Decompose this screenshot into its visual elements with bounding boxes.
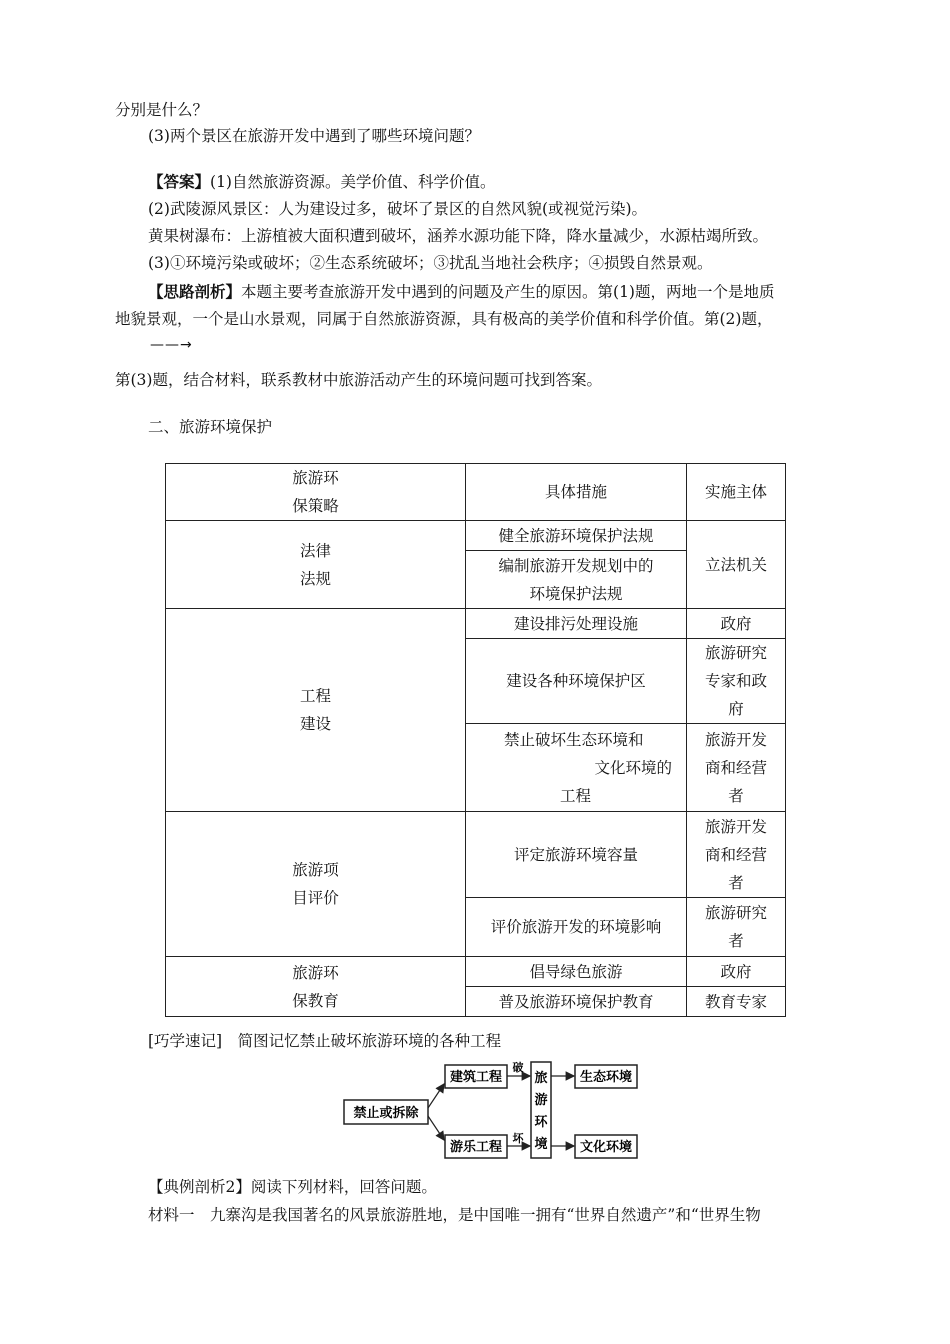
eng-measure-1: 建设排污处理设施 xyxy=(466,609,687,639)
policy-table xyxy=(165,463,786,1017)
edu-measure-2: 普及旅游环境保护教育 xyxy=(466,987,687,1017)
answer-line-3: (3)①环境污染或破坏；②生态系统破坏；③扰乱当地社会秩序；④损毁自然景观。 xyxy=(148,254,713,272)
row-engineering-strategy: 工程 建设 xyxy=(166,609,466,812)
mnemonic-diagram xyxy=(340,1058,650,1160)
out-bottom-label: 文化环境 xyxy=(579,1140,633,1155)
eng-measure-2: 建设各种环境保护区 xyxy=(466,639,687,724)
eval-subject-2: 旅游研究 者 xyxy=(687,898,786,957)
start-label: 禁止或拆除 xyxy=(353,1106,419,1121)
arrow-to-top xyxy=(428,1084,444,1108)
eval-measure-2: 评价旅游开发的环境影响 xyxy=(466,898,687,957)
analysis-line-3: 第(3)题，结合材料，联系教材中旅游活动产生的环境问题可找到答案。 xyxy=(115,371,602,389)
edu-subject-1: 政府 xyxy=(687,957,786,987)
eng-subject-2: 旅游研究 专家和政 府 xyxy=(687,639,786,724)
bottom-label: 游乐工程 xyxy=(449,1140,503,1155)
eval-measure-1: 评定旅游环境容量 xyxy=(466,812,687,898)
header-strategy: 旅游环 保策略 xyxy=(166,464,466,521)
answer-tag: 【答案】 xyxy=(148,172,211,191)
arrow-to-bottom xyxy=(428,1116,444,1140)
eng-subject-3: 旅游开发 商和经营 者 xyxy=(687,724,786,812)
eval-subject-1: 旅游开发 商和经营 者 xyxy=(687,812,786,898)
center-char-2: 游 xyxy=(534,1093,548,1108)
analysis-tag: 【思路剖析】 xyxy=(148,282,242,301)
top-label: 建筑工程 xyxy=(449,1070,503,1085)
answer-1-text: (1)自然旅游资源。美学价值、科学价值。 xyxy=(210,173,496,191)
edu-subject-2: 教育专家 xyxy=(687,987,786,1017)
example-tag: 【典例剖析2】 xyxy=(148,1178,251,1196)
center-char-3: 环 xyxy=(534,1115,548,1130)
row-education-strategy: 旅游环 保教育 xyxy=(166,957,466,1017)
law-measure-1: 健全旅游环境保护法规 xyxy=(466,521,687,551)
center-char-4: 境 xyxy=(534,1137,548,1152)
header-subject: 实施主体 xyxy=(687,464,786,521)
eng-measure-3: 禁止破坏生态环境和 文化环境的 工程 xyxy=(466,724,687,812)
material-line: 材料一 九寨沟是我国著名的风景旅游胜地，是中国唯一拥有“世界自然遗产”和“世界生物 xyxy=(148,1206,761,1224)
analysis-1-text: 本题主要考查旅游开发中遇到的问题及产生的原因。第(1)题，两地一个是地质 xyxy=(241,283,775,301)
header-measures: 具体措施 xyxy=(466,464,687,521)
row-law-strategy: 法律 法规 xyxy=(166,521,466,609)
center-char-1: 旅 xyxy=(534,1071,548,1086)
row-evaluation-strategy: 旅游项 目评价 xyxy=(166,812,466,957)
eng-subject-1: 政府 xyxy=(687,609,786,639)
answer-line-1 xyxy=(148,172,495,192)
dash-arrow: ——→ xyxy=(150,337,193,353)
section-heading: 二、旅游环境保护 xyxy=(148,418,273,436)
text-line: 分别是什么？ xyxy=(115,101,209,119)
memo-line: [巧学速记] 简图记忆禁止破坏旅游环境的各种工程 xyxy=(148,1032,502,1050)
example-line xyxy=(148,1177,437,1197)
huai-label: 坏 xyxy=(512,1132,524,1145)
question-3: (3)两个景区在旅游开发中遇到了哪些环境问题？ xyxy=(148,127,480,145)
example-text: 阅读下列材料，回答问题。 xyxy=(250,1178,437,1196)
po-label: 破 xyxy=(512,1061,524,1074)
answer-line-2: (2)武陵源风景区：人为建设过多，破坏了景区的自然风貌(或视觉污染)。 xyxy=(148,200,648,218)
edu-measure-1: 倡导绿色旅游 xyxy=(466,957,687,987)
answer-line-2b: 黄果树瀑布：上游植被大面积遭到破坏，涵养水源功能下降，降水量减少，水源枯竭所致。 xyxy=(148,227,769,245)
law-measure-2: 编制旅游开发规划中的 环境保护法规 xyxy=(466,551,687,609)
analysis-line-2: 地貌景观，一个是山水景观，同属于自然旅游资源，具有极高的美学价值和科学价值。第(2)题， xyxy=(115,310,773,328)
analysis-line-1 xyxy=(148,282,774,302)
out-top-label: 生态环境 xyxy=(579,1070,633,1085)
law-subject: 立法机关 xyxy=(687,521,786,609)
